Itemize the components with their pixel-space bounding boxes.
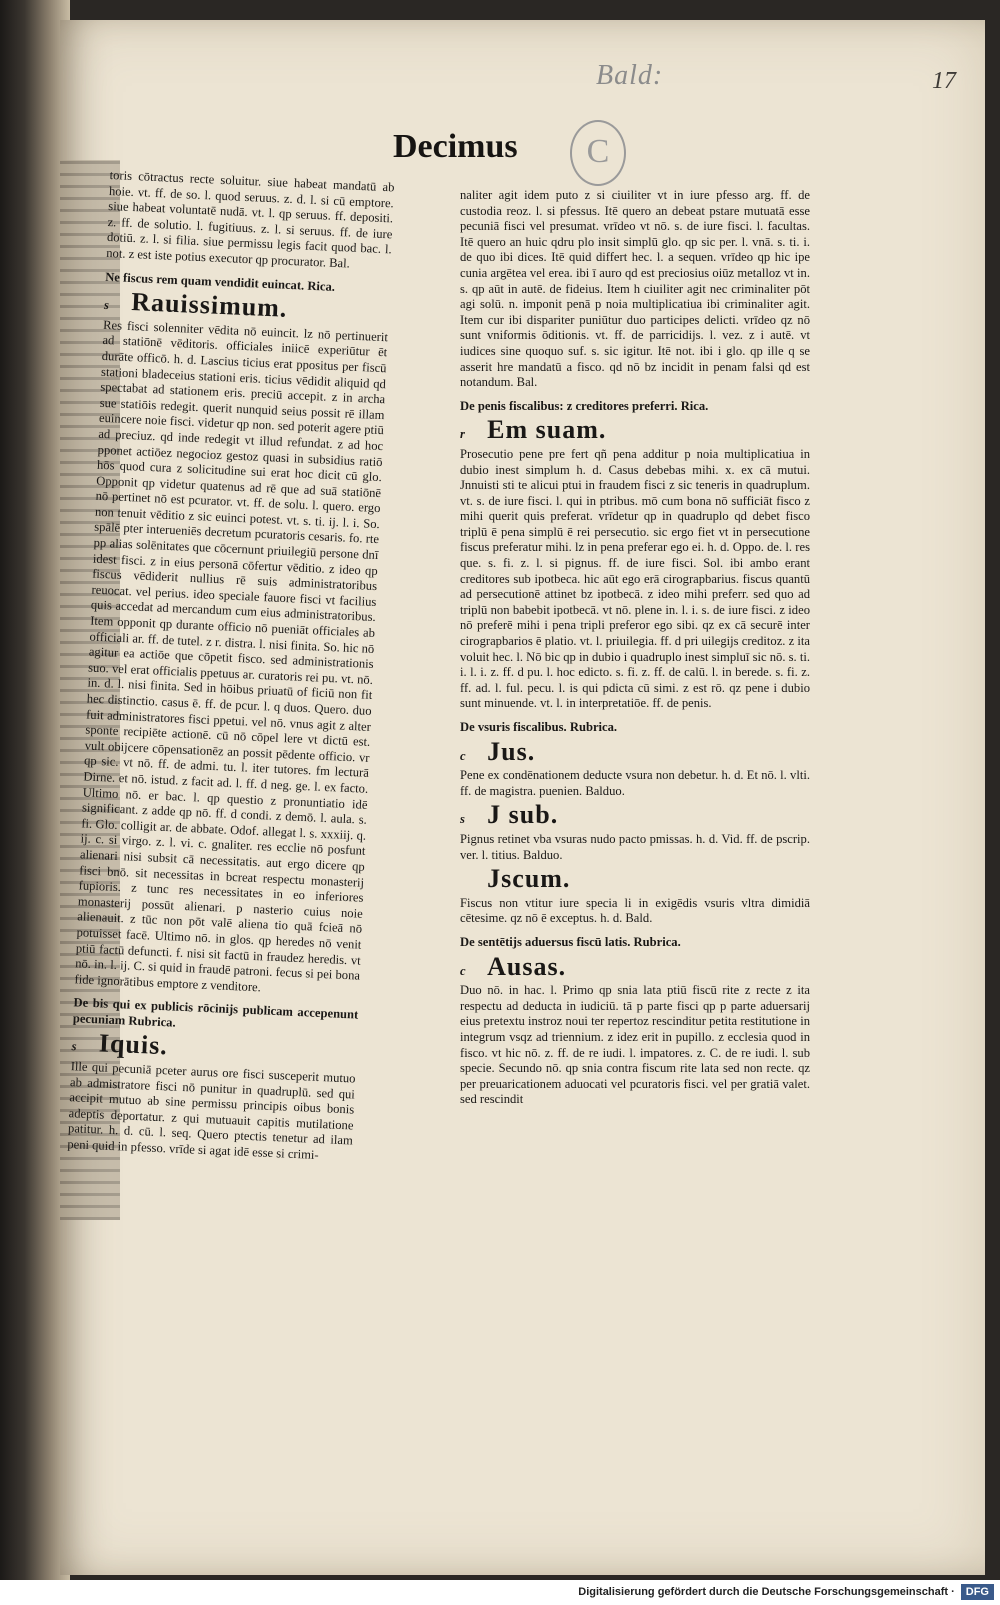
running-head: Decimus: [393, 128, 518, 165]
right-text-column: [460, 188, 810, 1116]
margin-marker: r: [460, 427, 465, 442]
margin-marker: s: [103, 298, 110, 313]
lemma-initial: Iquis.: [98, 1028, 169, 1061]
lemma-initial: Ausas.: [487, 951, 567, 981]
rubric-heading: De vsuris fiscalibus. Rubrica.: [460, 720, 618, 734]
rubric-heading: De penis fiscalibus: z creditores preferri. Rica.: [460, 398, 709, 413]
paragraph: Prosecutio pene pre fert qñ pena additur p noia multiplicatiua in dubio inest simplum h. d. Casus debebas mihi. x. ex cā mutui. Jnnuisti sti te alicui ptui in fraudem fisci z sic teneris in quadruplum. vt. s. de iure fisci. l. qui in ptribus. mō cum bona nō sufficiāt fisco z mihi querit quis preferat. vrīdetur qp in quadruplo qd debet fisco triplū ē pena simplū ē rei persecutio. sic ergo fiet vt in persecutione fiscus preferatur mihi. lz in pena preferar ego ei. h. d. Oppo. de. l. res que. s. fi. z. l. si pignus. ff. de iure fisci. Sol. ibi ambo erant creditores sub ipotbeca. hic aūt ego erā cirograpbarius. fiscus quantū ad persecutionē attinet bz ipotbecā. z ideo mihi preferr. sed quo ad triplū non babebit ipotbecā. vt nō. plene in. l. i. s. de iure fisci. z ideo nō preferē mihi i pena tripli preferor ego sibi. qz ex cā securē inter cirograpbarios ē platio. vt. l. priuilegia. ff. d pri uilegijs creditoz. z ita voluit hec. l. Nō bic qp in dubio i quadruplo inest simpluī sic nō. s. ti. i. l. i. z. ff. d pu. l. hoc edicto. s. fi. z. ff. de calū. l. in berede. s. fi. z. ff. ad. l. ful. pecu. l. is qui pdicta cū simi. z est rō. qz pene i dubio sunt minuende. vt. l. in interpretatiōe. ff. de penis.: [460, 446, 810, 711]
margin-marker: s: [71, 1039, 77, 1054]
dfg-logo: DFG: [961, 1584, 994, 1600]
funding-credit: Digitalisierung gefördert durch die Deutsche Forschungsgemeinschaft ·: [578, 1586, 955, 1598]
lemma-line: [460, 864, 810, 894]
lemma-initial: J sub.: [487, 800, 559, 830]
lemma-initial: Jscum.: [487, 864, 571, 894]
lemma-line: [460, 736, 810, 766]
book-page: [60, 20, 985, 1575]
paragraph: Fiscus non vtitur iure specia li in exigēdis vsuris vltra dimidiā cētesime. qz nō ē exceptus. h. d. Bald.: [460, 895, 810, 926]
pencil-annotation: Bald:: [596, 60, 664, 91]
margin-marker: s: [460, 812, 465, 827]
lemma-line: [460, 951, 810, 981]
lemma-initial: Em suam.: [487, 415, 607, 445]
margin-marker: c: [460, 748, 466, 763]
paragraph: toris cōtractus recte soluitur. siue habeat mandatū ab hoie. vt. ff. de so. l. quod seruus. z. d. l. si cū emptore. siue habeat voluntatē nudā. vt. l. qp seruus. ff. depositi. z. ff. de solutio. l. fugitiuus. z. l. si seruus. ff. de iure dotiū. z. l. si filia. siue permissu legis facit quod bac. l. not. z est iste potius executor qp procurator. Bal.: [105, 168, 395, 271]
paragraph: Ille qui pecuniā pceter aurus ore fisci susceperit mutuo ab admistratore fisci nō punitur in quadruplū. sed qui accipit mutuo ab sine permissu principis oibus bonis adeptis deportatur. z qui mutuauit capitis mutilatione patitur. h. d. cū. l. seq. Quero ptectis tenetur ad ilam peni quid in pfesso. vrīde si agat idē esse si crimi-: [67, 1059, 356, 1163]
folio-number: 17: [932, 68, 956, 94]
paragraph: Pene ex condēnationem deducte vsura non debetur. h. d. Et nō. l. vlti. ff. de magistra. puenien. Balduo.: [460, 768, 810, 798]
paragraph: Duo nō. in hac. l. Primo qp snia lata ptiū fiscū rite z recte z ita respectu ad deducta in iudiciū. tā p parte fisci qp p parte aduersarij eius pretextu instroz noui ter repertoz rescinditur petita restitutione in integrum vsqz ad triennium. z idez erit in pupillo. z ecclesia quod in fisco. vt hic nō. z. ff. de re iudi. l. impatores. z. C. de re iudi. l. sub specie. Secundo nō. qp snia contra fiscum rite lata sed non recte. qz per preuaricationem aduocati vel pcuratoris fisci. vel per gratiā valet. sed rescindit: [460, 983, 810, 1107]
paragraph: naliter agit idem puto z si ciuiliter vt in iure pfesso arg. ff. de custodia reoz. l. si pfessus. Itē quero an debeat pstare mutuatā esse pecuniā fisci vel presumat. vrīdeo vt nō. s. de iure fisci. l. facultas. Itē quero an huic qdru plo insit simplū glo. qp sic per. l. vnā. s. ti. i. de quo ibi dices. Itē quid differt hec. l. a sequen. vrīdeo qp hic ipe cunia argētea vel erea. ibi ī auro qd est preciosius oiūz metalloz vt in. s. qp aūt in autē. de fideius. Item h ciuiliter agit nec criminaliter pōt agi solū. n. imponit penā p noia multiplicatiua ibi criminaliter agit. Item cur ibi dispariter puniūtur duo participes delicti. vrīdeo qz nō sunt vniformis ōditionis. vt. ff. de parricidijs. l. vez. z i autē. vt iudices sine quoquo suf. s. sic igitur. Itē not. ibi i glo. qp ille q se asserit hre mandatū a fisco. qd nō bz incidit in penam falsi qd est notandum. Bal.: [460, 188, 810, 390]
lemma-line: [460, 800, 810, 830]
rubric-heading: De bis qui ex publicis rōcinijs publicam accepenunt pecuniam Rubrica.: [72, 995, 359, 1030]
rubric-heading: De sentētijs aduersus fiscū latis. Rubrica.: [460, 934, 681, 949]
digitization-footer: [0, 1580, 1000, 1605]
lemma-initial: Rauissimum.: [130, 287, 289, 324]
lemma-line: [460, 415, 810, 445]
lemma-initial: Jus.: [487, 736, 536, 766]
margin-marker: c: [460, 963, 466, 978]
rubric-heading: Ne fiscus rem quam vendidit euincat. Rica.: [104, 269, 336, 294]
library-stamp: C: [570, 120, 626, 186]
paragraph: Res fisci solenniter vēdita nō euincit. lz nō pertinuerit ad statiōnē vēditoris. officiales iniicē experiūtur ēt durāte officō. h. d. Lascius ticius erat ppositus per fiscū stationi bladeceius stationi eris. ticius vēdidit aliquid qd spectabat ad stationem eris. preciū accepit. z in archa sue statiōis redegit. querit nunquid seius possit rē illam euincere noie fisci. videtur qp non. sed poterit agere ptiū ad preciuz. qd inde redegit vt illud refundat. z ad hoc pponet actiōez negocioz gestoz quasi in subsidius ratiō hōs quod cura z solicitudine sui erat hoc dicit cū glo. Opponit qp videtur quatenus ad rē que ad suā statiōnē nō pertinet nō est pcurator. vt. ff. de solu. l. quero. ergo non tenuit vēditio z sic euinci potest. vt. s. ti. ij. l. i. So. spālē pter interueniēs decretum pcuratoris cesaris. fo. rte pp alias solēnitates que cōcernunt priuilegiū persone dnī idest fisci. z in eius personā cōfertur vēditio. z ideo qp fiscus vēdiderit nullius rē suis administratoribus reuocat. vel perius. ideo speciale fauore fisci vt facilius quis accedat ad mercandum cum eius administratoribus. Item opponit qp durante officio nō pueniāt officiales ab officiali ar. ff. de tutel. z r. distra. l. nisi finita. So. hic nō agitur ea actiōe que cōpetit fisco. sed administrationis suo. vel erat officialis ppetuus ar. curatoris rei pu. vt. nō. in. d. l. nisi finita. Sed in hōibus priuatū of ficiū non fit hec distinctio. casus ē. ff. de pcur. l. q duos. Quero. duo fuit administratores fisci ppetui. vel nō. vnus agit z alter sponte recipiēte actionē. cū nō cōpel lere vt dictū est. vult obijcere cōpensationēz an possit pēdente officio. vr qp sic. vt nō. ff. de admi. tu. l. iter tutores. fm lecturā Dirne. et nō. istud. z facit ad. l. ff. d neg. ge. l. ex facto. Ultimo nō. er bac. l. qp questio z pronuntiatio idē significant. z adde qp nō. ff. d condi. z demō. l. aula. s. fi. Glo. colligit ar. de abbate. Odof. allegat l. s. xxxiij. q. ij. c. si virgo. z. l. vi. c. gnaliter. res ecclie nō posfunt alienari nisi subsit cā necessitatis. aut ergo dicere qp fisci bnō. sit necessitas in bcreat respectu monasterij fupioris. z tunc res necessitates in eo inferiores monasterij possūt alienari. p nasterio cuius noie alienauit. z tūc non pōt valē aliena tio quā fcieā nō potuisset facē. Ultimo nō. in glos. qp heredes nō venit ptiū factū defuncti. f. nisi sit factū in fraudez heredis. vt nō. in. l. ij. C. si quid in fraudē patroni. fecus si pei bona fide ignorātibus emptore z venditore.: [74, 317, 389, 995]
left-text-column: [67, 168, 395, 1173]
paragraph: Pignus retinet vba vsuras nudo pacto pmissas. h. d. Vid. ff. de pscrip. ver. l. titius. Balduo.: [460, 831, 810, 862]
